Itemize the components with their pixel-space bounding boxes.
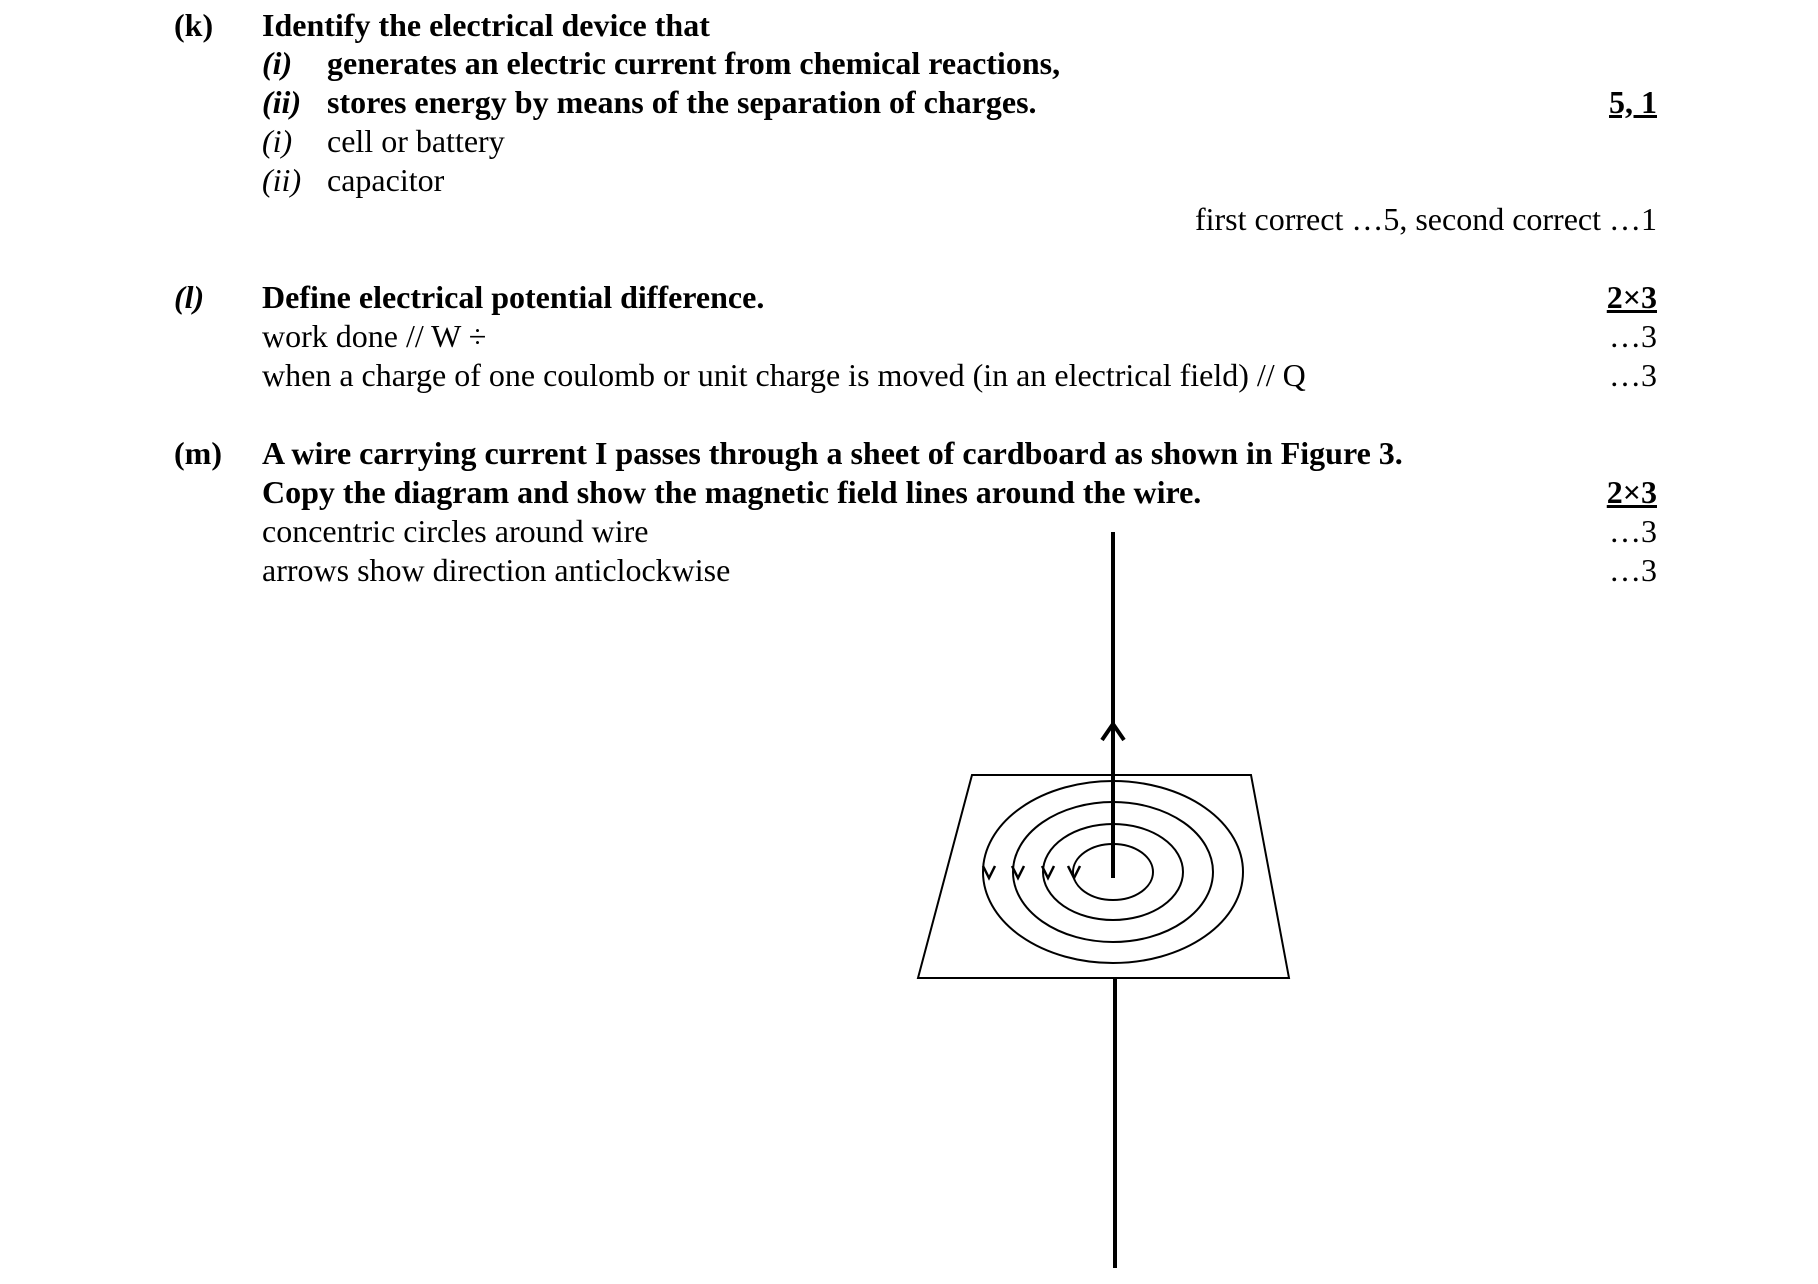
question-k-marking-note: first correct …5, second correct …1 [1194,201,1657,237]
question-l-marks: 2×3 [1606,279,1657,315]
question-k-part-ii-label: (ii) [262,84,302,120]
question-m-marks: 2×3 [1606,474,1657,510]
field-arrow-4 [983,866,995,878]
answer-m-2-mark: …3 [1609,552,1657,588]
question-m-label: (m) [174,435,222,471]
question-k-part-i-label: (i) [262,45,293,81]
answer-k-ii-label: (ii) [262,162,302,198]
answer-l-1-mark: …3 [1609,318,1657,354]
cardboard-sheet [918,775,1289,978]
answer-k-ii-text: capacitor [327,162,445,198]
answer-l-2-mark: …3 [1609,357,1657,393]
question-k-part-i-text: generates an electric current from chemical reactions, [327,45,1061,81]
answer-k-i-label: (i) [262,123,293,159]
question-l-label: (l) [174,279,205,315]
question-k-label: (k) [174,7,214,43]
answer-m-2-text: arrows show direction anticlockwise [262,552,731,588]
answer-l-1-text: work done // W ÷ [262,318,487,354]
question-m-line1: A wire carrying current I passes through a sheet of cardboard as shown in Figure 3. [262,435,1403,471]
answer-l-2-text: when a charge of one coulomb or unit charge is moved (in an electrical field) // Q [262,357,1306,393]
answer-m-1-mark: …3 [1609,513,1657,549]
question-m-line2: Copy the diagram and show the magnetic field lines around the wire. [262,474,1202,510]
answer-k-i-text: cell or battery [327,123,505,159]
question-k-part-ii-text: stores energy by means of the separation of charges. [327,84,1037,120]
question-k-text: Identify the electrical device that [262,7,710,43]
answer-m-1-text: concentric circles around wire [262,513,649,549]
question-k-marks: 5, 1 [1609,84,1657,120]
question-l-text: Define electrical potential difference. [262,279,765,315]
